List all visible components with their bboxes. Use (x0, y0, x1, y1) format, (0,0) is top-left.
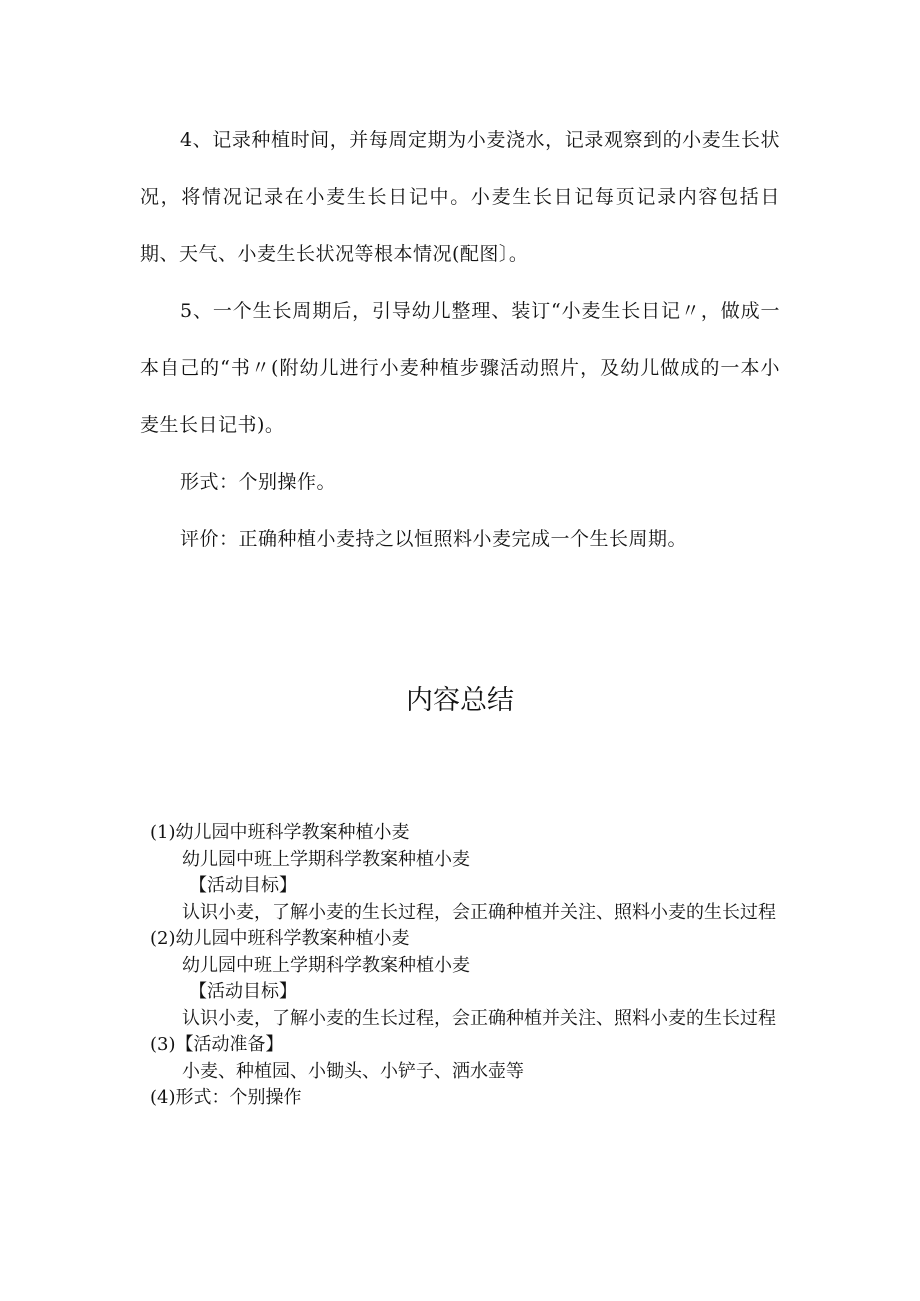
summary-item-2-section: 【活动目标】 (189, 981, 297, 1002)
paragraph-evaluation: 评价：正确种植小麦持之以恒照料小麦完成一个生长周期。 (180, 528, 688, 550)
summary-item-2-text: 认识小麦，了解小麦的生长过程，会正确种植并关注、照料小麦的生长过程 (182, 1007, 776, 1029)
paragraph-form: 形式：个别操作。 (180, 471, 337, 493)
paragraph-step-5: 5、一个生长周期后，引导幼儿整理、装订“小麦生长日记〃，做成一本自己的“书〃(附幼儿进行小麦种植步骤活动照片，及幼儿做成的一本小麦生长日记书)。 (140, 300, 780, 436)
paragraph-step-4: 4、记录种植时间，并每周定期为小麦浇水，记录观察到的小麦生长状况，将情况记录在小麦生长日记中。小麦生长日记每页记录内容包括日期、天气、小麦生长状况等根本情况(配图〕。 (140, 129, 780, 265)
summary-item-1-section: 【活动目标】 (189, 875, 297, 896)
summary-item-1-title: (1)幼儿园中班科学教案种植小麦 (150, 822, 410, 843)
summary-item-1-text: 认识小麦，了解小麦的生长过程，会正确种植并关注、照料小麦的生长过程 (182, 901, 776, 923)
summary-item-1-subtitle: 幼儿园中班上学期科学教案种植小麦 (182, 848, 470, 870)
summary-item-3-title: (3)【活动准备】 (150, 1034, 284, 1055)
body-text (140, 112, 780, 568)
summary-item-2-title: (2)幼儿园中班科学教案种植小麦 (150, 928, 410, 949)
summary-item-3-text: 小麦、种植园、小锄头、小铲子、洒水壶等 (182, 1060, 524, 1082)
summary-item-4-title: (4)形式：个别操作 (150, 1087, 302, 1108)
summary-heading: 内容总结 (406, 685, 514, 716)
summary-item-2-subtitle: 幼儿园中班上学期科学教案种植小麦 (182, 954, 470, 976)
summary-list (140, 820, 780, 1112)
